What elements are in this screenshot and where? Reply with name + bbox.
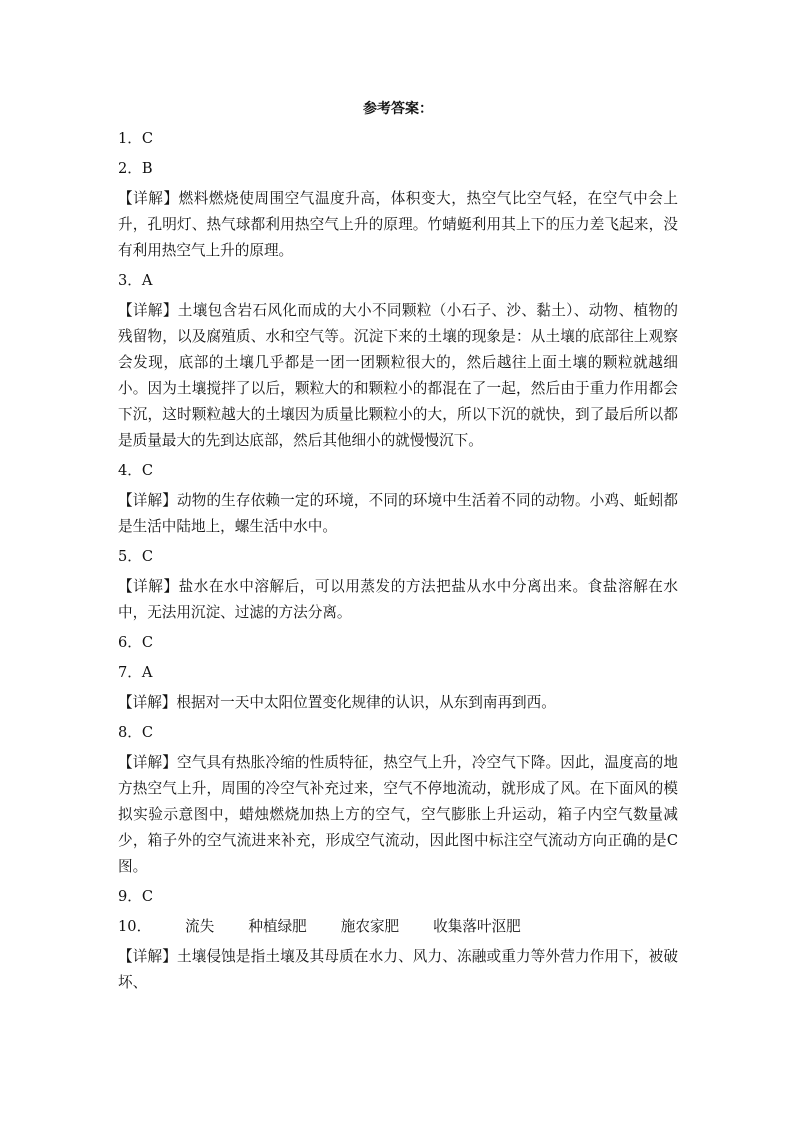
answer-9: 9．C bbox=[118, 888, 154, 905]
answer-4: 4．C bbox=[118, 462, 154, 479]
answer-5: 5．C bbox=[118, 548, 154, 565]
answer-10 bbox=[118, 914, 678, 940]
detail-10: 【详解】土壤侵蚀是指土壤及其母质在水力、风力、冻融或重力等外营力作用下，被破坏、 bbox=[118, 948, 678, 991]
answer-10-blank-2: 种植绿肥 bbox=[248, 918, 307, 935]
answer-10-blank-3: 施农家肥 bbox=[340, 918, 400, 935]
answer-6: 6．C bbox=[118, 634, 154, 651]
detail-3: 【详解】土壤包含岩石风化而成的大小不同颗粒（小石子、沙、黏土）、动物、植物的残留物，以及腐殖质、水和空气等。沉淀下来的土壤的现象是：从土壤的底部往上观察会发现，底部的土壤几乎都是一团一团颗粒很大的，然后越往上面土壤的颗粒就越细小。因为土壤搅拌了以后，颗粒大的和颗粒小的都混在了一起，然后由于重力作用都会下沉，这时颗粒越大的土壤因为质量比颗粒小的大，所以下沉的就快，到了最后所以都是质量最大的先到达底部，然后其他细小的就慢慢沉下。 bbox=[118, 302, 678, 449]
detail-5: 【详解】盐水在水中溶解后，可以用蒸发的方法把盐从水中分离出来。食盐溶解在水中，无法用沉淀、过滤的方法分离。 bbox=[118, 578, 678, 621]
detail-8: 【详解】空气具有热胀冷缩的性质特征，热空气上升，冷空气下降。因此，温度高的地方热空气上升，周围的冷空气补充过来，空气不停地流动，就形成了风。在下面风的模拟实验示意图中，蜡烛燃烧加热上方的空气，空气膨胀上升运动，箱子内空气数量减少，箱子外的空气流进来补充，形成空气流动，因此图中标注空气流动方向正确的是C图。 bbox=[118, 754, 678, 875]
answer-10-number: 10． bbox=[118, 918, 152, 935]
detail-4: 【详解】动物的生存依赖一定的环境，不同的环境中生活着不同的动物。小鸡、蚯蚓都是生活中陆地上，螺生活中水中。 bbox=[118, 492, 678, 535]
answer-10-blank-1: 流失 bbox=[185, 918, 215, 935]
answer-content bbox=[118, 96, 678, 1000]
answer-3: 3．A bbox=[118, 272, 153, 289]
answer-7: 7．A bbox=[118, 664, 153, 681]
answer-10-blank-4: 收集落叶沤肥 bbox=[433, 918, 521, 935]
answer-8: 8．C bbox=[118, 724, 154, 741]
answer-2: 2．B bbox=[118, 160, 153, 177]
answer-1: 1．C bbox=[118, 130, 154, 147]
page-title: 参考答案： bbox=[363, 101, 433, 117]
detail-2: 【详解】燃料燃烧使周围空气温度升高，体积变大，热空气比空气轻，在空气中会上升，孔明灯、热气球都利用热空气上升的原理。竹蜻蜓利用其上下的压力差飞起来，没有利用热空气上升的原理。 bbox=[118, 190, 678, 259]
detail-7: 【详解】根据对一天中太阳位置变化规律的认识，从东到南再到西。 bbox=[118, 694, 556, 711]
